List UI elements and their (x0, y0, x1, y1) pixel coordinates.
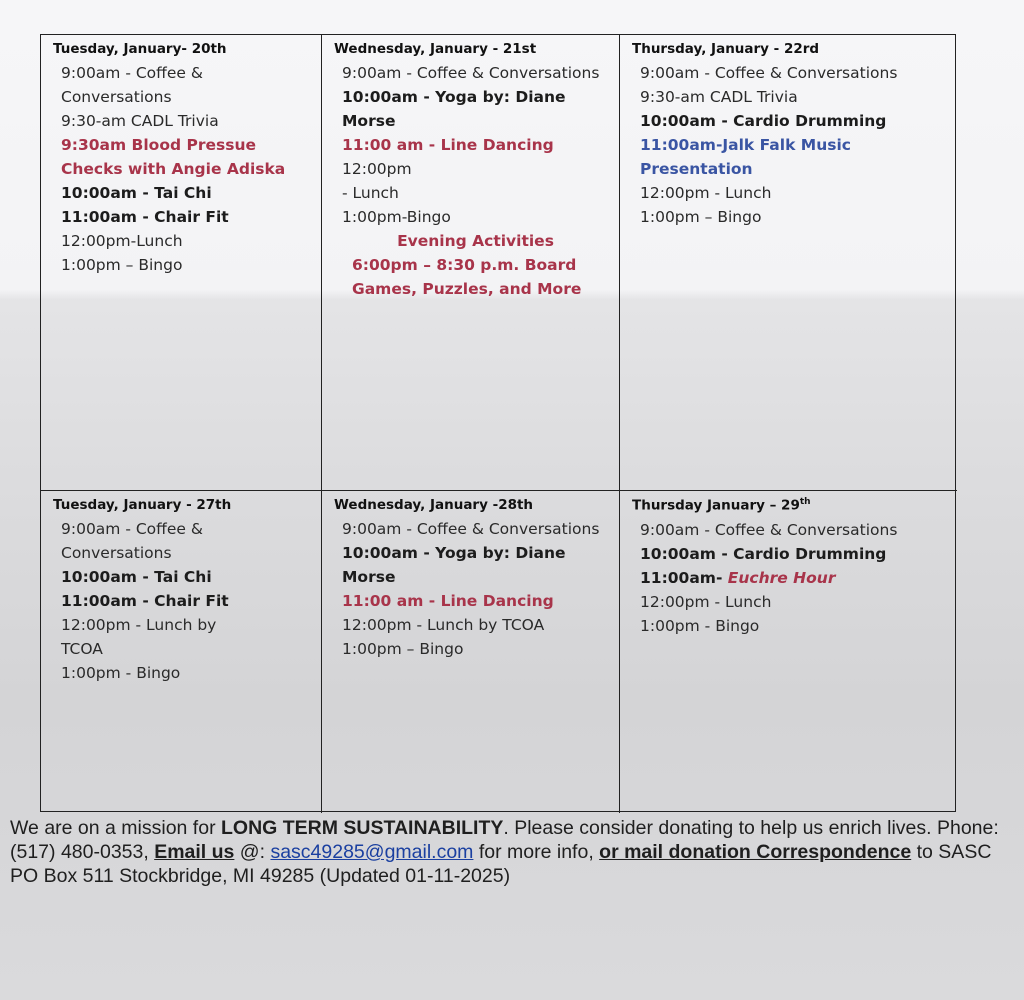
email-link[interactable]: sasc49285@gmail.com (270, 841, 474, 863)
event-item: 12:00pm - Lunch by (61, 616, 217, 634)
event-item: 1:00pm – Bingo (61, 256, 183, 274)
day-cell (322, 35, 620, 491)
event-item: 9:30-am CADL Trivia (61, 112, 219, 130)
event-item: 9:30-am CADL Trivia (640, 88, 798, 106)
day-header: Wednesday, January - 21st (334, 41, 537, 57)
event-item: 1:00pm – Bingo (342, 640, 464, 658)
event-item: 1:00pm – Bingo (640, 208, 762, 226)
email-label: Email us (154, 841, 235, 863)
event-item: 11:00am - Chair Fit (61, 208, 229, 226)
event-item: 12:00pm - Lunch (640, 184, 772, 202)
event-item: 9:00am - Coffee & Conversations (640, 520, 898, 539)
calendar-grid (40, 34, 956, 812)
day-header: Thursday January – 29th (632, 497, 811, 514)
day-cell (322, 491, 620, 813)
footer-text: to SASC PO Box 511 Stockbridge, MI 49285 (Updated 01-11-2025) (10, 841, 992, 887)
event-item: TCOA (61, 640, 103, 658)
event-item: 10:00am - Tai Chi (61, 568, 212, 586)
day-cell (620, 491, 957, 813)
day-cell (41, 491, 322, 813)
day-header: Tuesday, January- 20th (53, 41, 227, 57)
footer-note (10, 816, 1010, 888)
event-item: Conversations (61, 544, 172, 562)
event-item: 1:00pm - Bingo (61, 664, 181, 682)
event-item: Checks with Angie Adiska (61, 160, 286, 178)
event-item: 10:00am - Cardio Drumming (640, 544, 887, 563)
footer-text: for more info, (473, 841, 600, 863)
footer-text: @: (234, 841, 271, 863)
event-item: 10:00am - Yoga by: Diane Morse (342, 544, 566, 586)
event-item: 6:00pm – 8:30 p.m. Board (352, 256, 577, 274)
day-header: Tuesday, January - 27th (53, 497, 232, 513)
event-item: 9:00am - Coffee & (61, 520, 203, 538)
event-item: 12:00pm - Lunch by TCOA (342, 616, 545, 634)
day-header-suffix: th (799, 497, 811, 507)
event-item: 10:00am - Tai Chi (61, 184, 212, 202)
mail-label: or mail donation Correspondence (599, 841, 912, 863)
event-item: 9:30am Blood Pressue (61, 136, 256, 154)
event-item: 9:00am - Coffee & Conversations (342, 64, 600, 82)
event-item: 9:00am - Coffee & Conversations (342, 520, 600, 538)
event-item: 11:00am-Jalk Falk Music (640, 136, 851, 154)
footer-emphasis: LONG TERM SUSTAINABILITY (220, 817, 504, 839)
event-item: 10:00am - Cardio Drumming (640, 112, 887, 130)
event-item: 11:00 am - Line Dancing (342, 592, 554, 610)
event-item: 11:00am- Euchre Hour (640, 568, 836, 587)
day-cell (620, 35, 957, 491)
event-item: - Lunch (342, 184, 399, 202)
day-header: Thursday, January - 22rd (632, 41, 820, 57)
day-header: Wednesday, January -28th (334, 497, 534, 513)
event-item: 1:00pm - Bingo (640, 616, 760, 635)
event-item: 10:00am - Yoga by: Diane Morse (342, 88, 566, 130)
event-item: 9:00am - Coffee & Conversations (640, 64, 898, 82)
footer-text: We are on a mission for (10, 817, 221, 839)
event-item: 12:00pm - Lunch (640, 592, 772, 611)
event-item: 11:00am - Chair Fit (61, 592, 229, 610)
event-item: Games, Puzzles, and More (352, 280, 582, 298)
event-item: Presentation (640, 160, 753, 178)
event-item: 1:00pm-Bingo (342, 208, 451, 226)
event-item: 12:00pm-Lunch (61, 232, 183, 250)
event-item: 11:00 am - Line Dancing 12:00pm (342, 136, 554, 178)
event-item: Conversations (61, 88, 172, 106)
event-item: Evening Activities (397, 232, 554, 250)
footer-text: . Please consider donating to help us enrich lives. Phone: (517) 480-0353, (10, 817, 999, 863)
day-cell (41, 35, 322, 491)
event-item: 9:00am - Coffee & (61, 64, 203, 82)
